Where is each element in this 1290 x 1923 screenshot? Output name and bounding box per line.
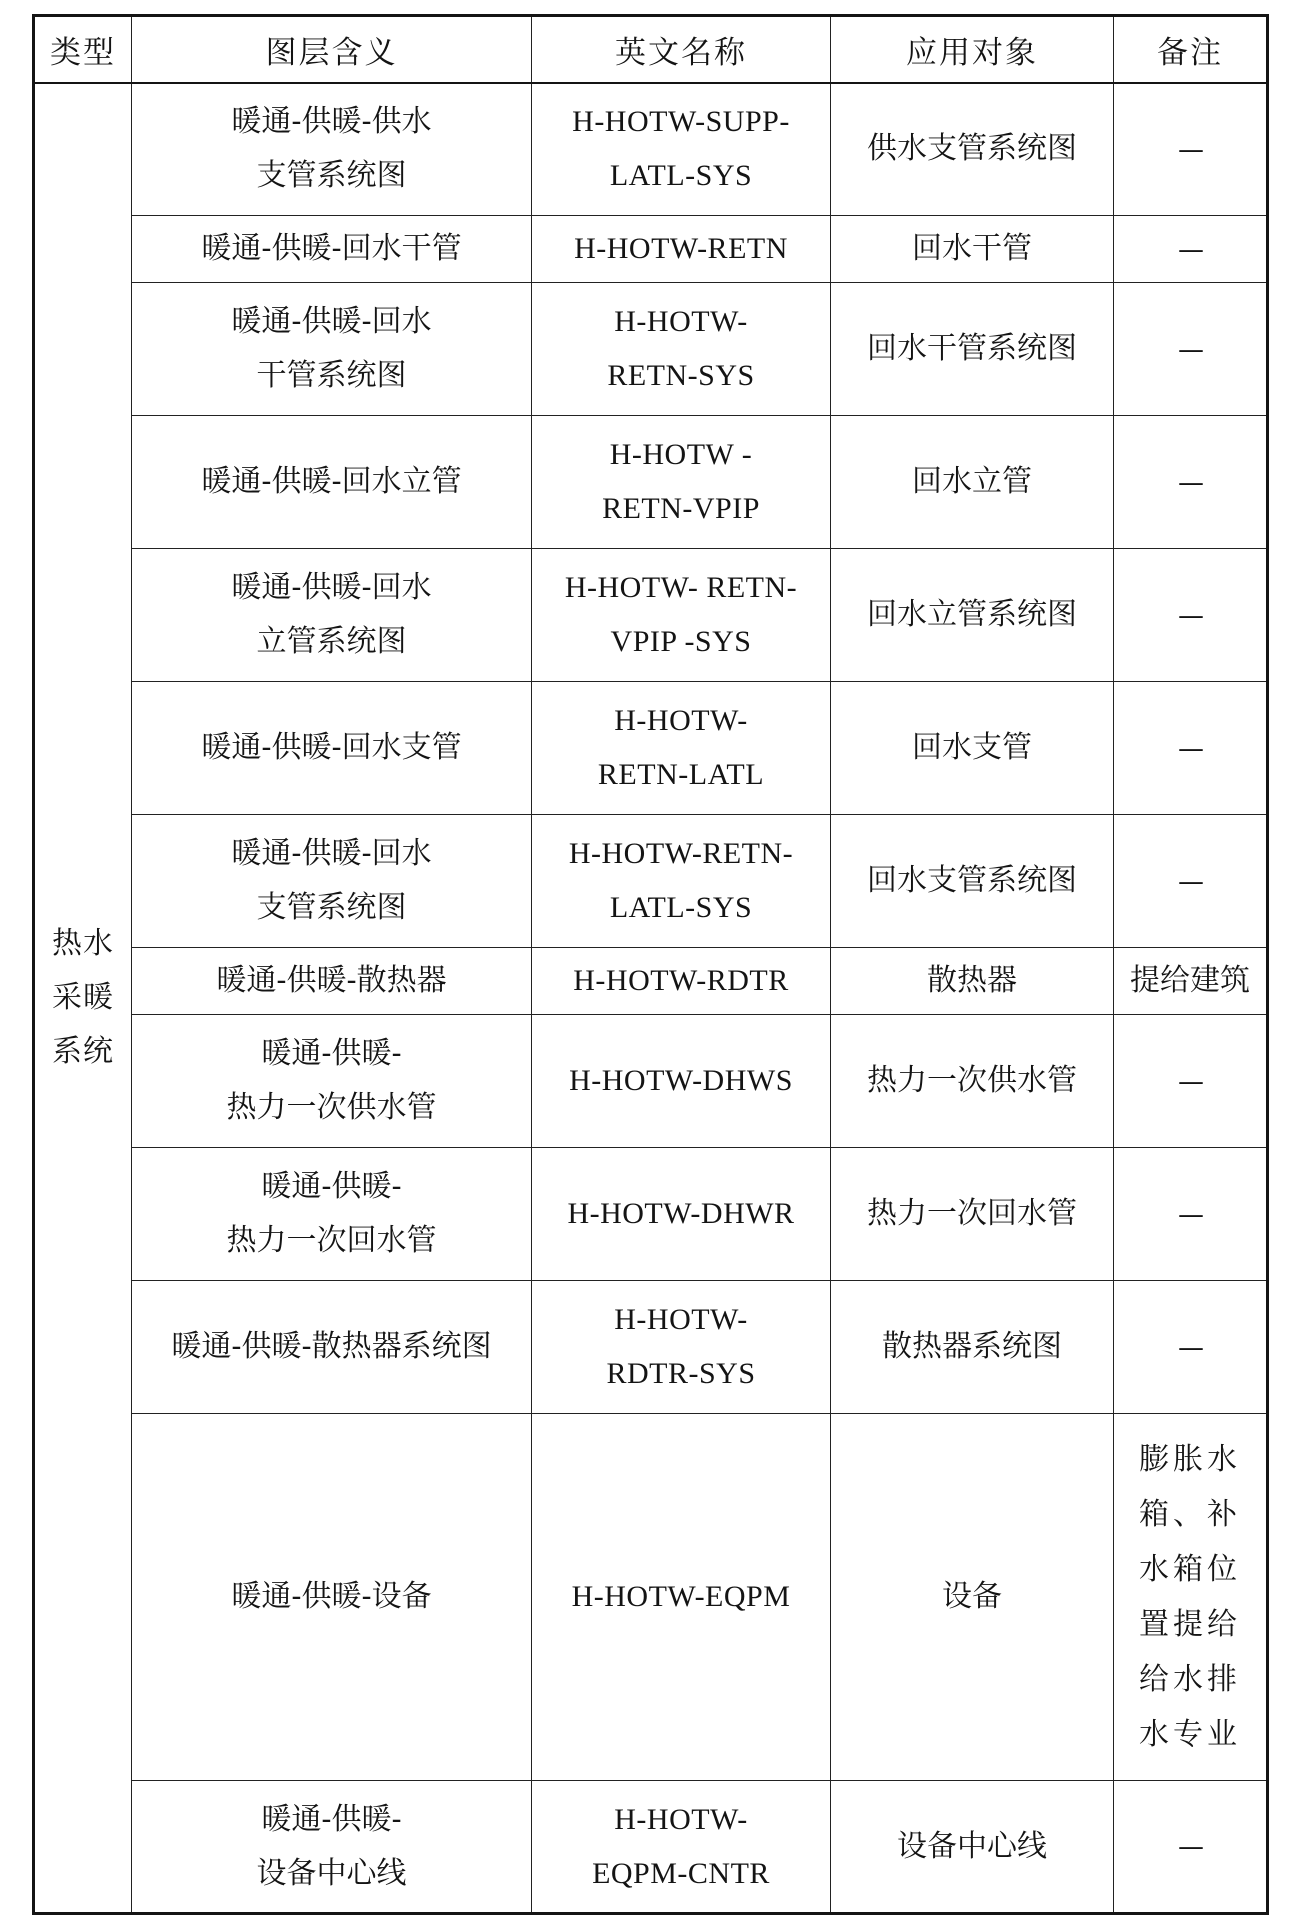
- english-name-cell: [532, 283, 831, 416]
- note-dash: —: [1178, 467, 1202, 498]
- english-name-line: LATL-SYS: [609, 891, 753, 924]
- meaning-line: 暖通-供暖-散热器: [216, 963, 447, 998]
- meaning-line: 暖通-供暖-: [261, 1801, 402, 1837]
- table-row: [34, 83, 1268, 216]
- note-cell: [1114, 216, 1268, 283]
- table-row: [34, 283, 1268, 416]
- english-name-line: H-HOTW-SUPP-: [572, 105, 790, 139]
- english-name-line: RETN-VPIP: [602, 492, 760, 525]
- table-row: [34, 815, 1268, 948]
- meaning-line: 暖通-供暖-: [261, 1036, 402, 1071]
- english-name-cell: [532, 549, 831, 682]
- object-cell: 热力一次供水管: [831, 1015, 1114, 1148]
- english-name-line: H-HOTW- RETN-: [564, 571, 798, 604]
- note-dash: —: [1178, 733, 1202, 764]
- meaning-line: 暖通-供暖-回水: [231, 304, 432, 339]
- note-line: 膨胀水: [1139, 1442, 1241, 1477]
- object-cell: 散热器: [831, 948, 1114, 1015]
- meaning-line: 暖通-供暖-: [261, 1169, 402, 1204]
- meaning-line: 暖通-供暖-回水立管: [201, 464, 462, 499]
- category-line: 采暖: [52, 979, 114, 1015]
- note-dash: —: [1178, 1066, 1202, 1097]
- table-row: [34, 549, 1268, 682]
- meaning-cell: [132, 283, 532, 416]
- table-row: [34, 1414, 1268, 1781]
- object-cell: 回水支管: [831, 682, 1114, 815]
- table-row: [34, 1281, 1268, 1414]
- note-line: 置提给: [1139, 1607, 1241, 1642]
- english-name-line: RETN-LATL: [597, 758, 765, 791]
- note-cell: [1114, 1414, 1268, 1781]
- object-cell: 回水立管系统图: [831, 549, 1114, 682]
- note-cell: 提给建筑: [1114, 948, 1268, 1015]
- english-name-cell: [532, 815, 831, 948]
- header-note: 备注: [1114, 16, 1268, 83]
- note-cell: [1114, 815, 1268, 948]
- table-header-row: [34, 16, 1268, 83]
- english-name-cell: [532, 1148, 831, 1281]
- english-name-cell: [532, 216, 831, 283]
- meaning-cell: [132, 1781, 532, 1914]
- note-cell: [1114, 416, 1268, 549]
- header-english-name: 英文名称: [532, 16, 831, 83]
- table-row: [34, 216, 1268, 283]
- table-row: [34, 416, 1268, 549]
- meaning-line: 暖通-供暖-回水: [231, 570, 432, 605]
- object-cell: 设备: [831, 1414, 1114, 1781]
- english-name-cell: [532, 1015, 831, 1148]
- category-line: 热水: [52, 925, 114, 961]
- meaning-cell: [132, 1414, 532, 1781]
- note-line: 给水排: [1139, 1662, 1241, 1697]
- meaning-cell: [132, 549, 532, 682]
- note-dash: —: [1178, 234, 1202, 265]
- english-name-line: LATL-SYS: [609, 159, 753, 193]
- note-cell: [1114, 1781, 1268, 1914]
- object-cell: 回水支管系统图: [831, 815, 1114, 948]
- note-line: 水箱位: [1139, 1552, 1241, 1587]
- english-name-line: H-HOTW-DHWR: [567, 1197, 795, 1230]
- english-name-cell: [532, 948, 831, 1015]
- meaning-line: 设备中心线: [256, 1855, 407, 1891]
- note-dash: —: [1178, 600, 1202, 631]
- english-name-cell: [532, 1414, 831, 1781]
- english-name-line: H-HOTW-RDTR: [573, 964, 789, 997]
- header-type: 类型: [34, 16, 132, 83]
- table-row: [34, 1148, 1268, 1281]
- meaning-cell: [132, 815, 532, 948]
- english-name-line: H-HOTW-DHWS: [569, 1064, 793, 1097]
- meaning-line: 暖通-供暖-供水: [231, 104, 432, 140]
- note-cell: [1114, 1148, 1268, 1281]
- english-name-line: EQPM-CNTR: [592, 1856, 770, 1890]
- meaning-cell: [132, 948, 532, 1015]
- meaning-line: 热力一次供水管: [226, 1090, 437, 1125]
- layer-table: [32, 14, 1269, 1915]
- meaning-cell: [132, 1148, 532, 1281]
- note-dash: —: [1178, 1332, 1202, 1363]
- category-line: 系统: [52, 1033, 114, 1069]
- english-name-cell: [532, 682, 831, 815]
- note-cell: [1114, 83, 1268, 216]
- object-cell: 供水支管系统图: [831, 83, 1114, 216]
- meaning-cell: [132, 682, 532, 815]
- table-row: [34, 1015, 1268, 1148]
- note-dash: —: [1178, 1199, 1202, 1230]
- meaning-line: 暖通-供暖-回水: [231, 836, 432, 871]
- meaning-line: 暖通-供暖-设备: [231, 1579, 432, 1614]
- english-name-line: H-HOTW-EQPM: [571, 1580, 791, 1613]
- note-dash: —: [1178, 866, 1202, 897]
- english-name-line: H-HOTW-: [614, 1303, 748, 1336]
- meaning-line: 支管系统图: [256, 890, 407, 925]
- note-cell: [1114, 283, 1268, 416]
- meaning-line: 支管系统图: [256, 158, 407, 194]
- english-name-cell: [532, 416, 831, 549]
- meaning-cell: [132, 216, 532, 283]
- english-name-line: H-HOTW-: [614, 1802, 748, 1836]
- meaning-cell: [132, 416, 532, 549]
- table-row: [34, 948, 1268, 1015]
- english-name-line: RETN-SYS: [607, 359, 755, 392]
- object-cell: 散热器系统图: [831, 1281, 1114, 1414]
- meaning-line: 立管系统图: [256, 624, 407, 659]
- note-dash: —: [1178, 134, 1202, 165]
- note-cell: [1114, 682, 1268, 815]
- table-row: [34, 1781, 1268, 1914]
- english-name-line: H-HOTW-RETN: [574, 232, 788, 265]
- english-name-line: H-HOTW -: [609, 438, 753, 471]
- note-dash: —: [1178, 1832, 1202, 1862]
- english-name-line: RDTR-SYS: [606, 1357, 756, 1390]
- category-cell: [34, 83, 132, 1914]
- meaning-cell: [132, 1015, 532, 1148]
- object-cell: 热力一次回水管: [831, 1148, 1114, 1281]
- header-meaning: 图层含义: [132, 16, 532, 83]
- object-cell: 回水干管系统图: [831, 283, 1114, 416]
- english-name-cell: [532, 1781, 831, 1914]
- note-dash: —: [1178, 334, 1202, 365]
- note-cell: [1114, 549, 1268, 682]
- meaning-line: 暖通-供暖-散热器系统图: [171, 1329, 492, 1364]
- header-application-object: 应用对象: [831, 16, 1114, 83]
- english-name-cell: [532, 83, 831, 216]
- note-text-block: [1139, 1432, 1241, 1762]
- english-name-line: H-HOTW-: [614, 704, 748, 737]
- object-cell: 回水干管: [831, 216, 1114, 283]
- table-row: [34, 682, 1268, 815]
- note-cell: [1114, 1015, 1268, 1148]
- layer-table-page: [32, 14, 1266, 1902]
- english-name-line: H-HOTW-: [614, 305, 748, 338]
- meaning-line: 暖通-供暖-回水干管: [201, 231, 462, 266]
- english-name-line: H-HOTW-RETN-: [568, 837, 794, 870]
- meaning-cell: [132, 1281, 532, 1414]
- english-name-line: VPIP -SYS: [610, 625, 752, 658]
- note-cell: [1114, 1281, 1268, 1414]
- meaning-line: 干管系统图: [256, 358, 407, 393]
- object-cell: 设备中心线: [831, 1781, 1114, 1914]
- meaning-line: 暖通-供暖-回水支管: [201, 730, 462, 765]
- note-line: 水专业: [1139, 1717, 1241, 1752]
- meaning-cell: [132, 83, 532, 216]
- meaning-line: 热力一次回水管: [226, 1223, 437, 1258]
- english-name-cell: [532, 1281, 831, 1414]
- note-line: 箱、补: [1139, 1497, 1241, 1532]
- object-cell: 回水立管: [831, 416, 1114, 549]
